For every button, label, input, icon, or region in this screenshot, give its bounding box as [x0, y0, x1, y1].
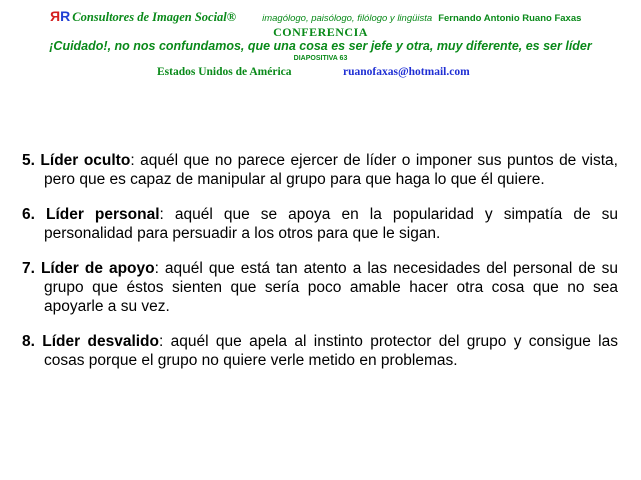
header-top-row — [50, 8, 630, 24]
item-term: 8. Líder desvalido — [22, 333, 159, 350]
slide-number: DIAPOSITIVA 63 — [293, 55, 348, 62]
slide-header — [0, 0, 641, 90]
item-text: : aquél que no parece ejercer de líder o imponer sus puntos de vista, pero que es capaz de manipular al grupo para que haga lo que él quiere. — [44, 152, 618, 188]
list-item — [22, 259, 618, 316]
item-text: : aquél que está tan atento a las necesidades del personal de su grupo que éstos sienten que sería poco amable hacer otra cosa que no sea apoyarle a su vez. — [44, 260, 618, 315]
list-item — [22, 332, 618, 370]
slide-body — [22, 151, 618, 386]
logo-r: R — [60, 8, 71, 24]
item-text: : aquél que se apoya en la popularidad y simpatía de su personalidad para persuadir a los otros para que le sigan. — [44, 206, 618, 242]
author-name: Fernando Antonio Ruano Faxas — [438, 13, 582, 24]
list-item — [22, 151, 618, 189]
conference-label: CONFERENCIA — [273, 25, 368, 39]
logo-mirrored-r: R — [50, 8, 61, 24]
item-term: 6. Líder personal — [22, 206, 160, 223]
item-text: : aquél que apela al instinto protector del grupo y consigue las cosas porque el grupo no quiere verle metido en problemas. — [44, 333, 618, 369]
author-roles: imagólogo, paisólogo, filólogo y lingüista — [262, 13, 433, 24]
list-item — [22, 205, 618, 243]
brand-name: Consultores de Imagen Social® — [72, 10, 237, 24]
item-term: 7. Líder de apoyo — [22, 260, 155, 277]
contact-email: ruanofaxas@hotmail.com — [343, 66, 470, 78]
country-label: Estados Unidos de América — [157, 66, 292, 78]
conference-title: ¡Cuidado!, no nos confundamos, que una cosa es ser jefe y otra, muy diferente, es ser líder — [49, 39, 592, 53]
item-term: 5. Líder oculto — [22, 152, 131, 169]
